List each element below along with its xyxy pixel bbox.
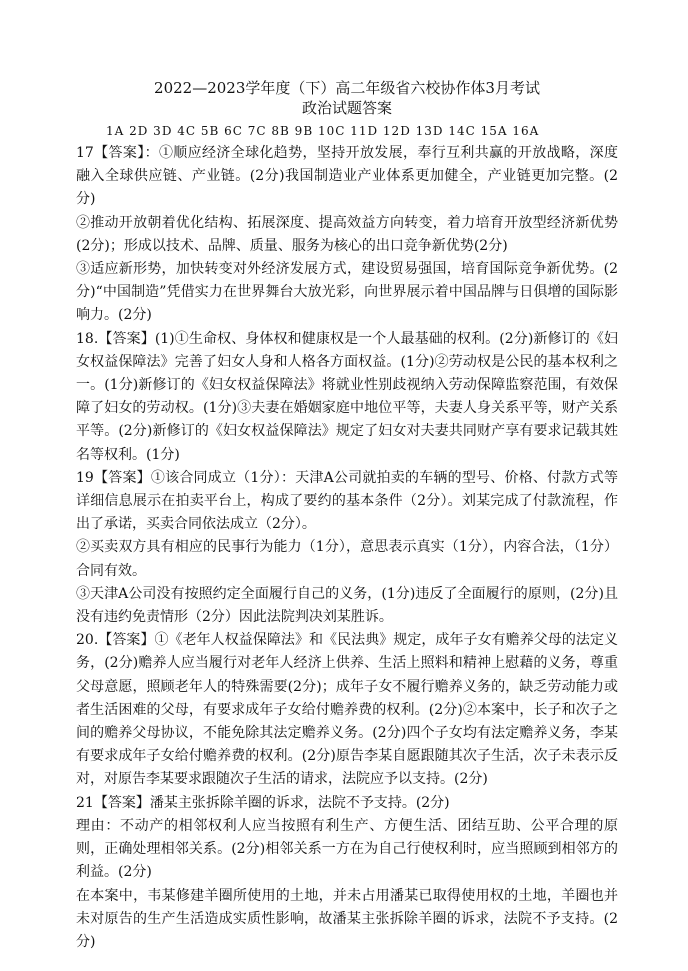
answer-19-part-2: ②买卖双方具有相应的民事行为能力（1分），意思表示真实（1分），内容合法，（1分）合同有效。 [76,539,618,579]
multiple-choice-answers: 1A 2D 3D 4C 5B 6C 7C 8B 9B 10C 11D 12D 13D 14C 15A 16A [106,124,540,138]
answer-21-reason: 理由：不动产的相邻权利人应当按照有利生产、方便生活、团结互助、公平合理的原则，正确处理相邻关系。(2分)相邻关系一方在为自己行使权利时，应当照顾到相邻方的利益。(2分) [76,817,618,881]
answer-20: 20.【答案】①《老年人权益保障法》和《民法典》规定，成年子女有赡养父母的法定义务，(2分)赡养人应当履行对老年人经济上供养、生活上照料和精神上慰藉的义务，尊重父母意愿，照顾老年人的特殊需要(2分)；成年子女不履行赡养义务的，缺乏劳动能力或者生活困难的父母，有要求成年子女给付赡养费的权利。(2分)②本案中，长子和次子之间的赡养父母协议，不能免除其法定赡养义务。(2分)四个子女均有法定赡养义务，李某有要求成年子女给付赡养费的权利。(2分)原告李某自愿跟随其次子生活，次子未表示反对，对原告李某要求跟随次子生活的请求，法院应予以支持。(2分) [76,632,618,788]
answer-19-part-3: ③天津A公司没有按照约定全面履行自己的义务，(1分)违反了全面履行的原则，(2分)且没有违约免责情形（2分）因此法院判决刘某胜诉。 [76,585,618,626]
document-subtitle: 政治试题答案 [301,99,392,117]
answer-17-part-3: ③适应新形势，加快转变对外经济发展方式，建设贸易强国，培育国际竞争新优势。(2分)“中国制造”凭借实力在世界舞台大放光彩，向世界展示着中国品牌与日俱增的国际影响力。(2分) [76,261,618,324]
answer-17-part-1: 17【答案】：①顺应经济全球化趋势，坚持开放发展，奉行互利共赢的开放战略，深度融入全球供应链、产业链。(2分)我国制造业产业体系更加健全，产业链更加完整。(2分) [76,145,618,208]
document-title: 2022—2023学年度（下）高二年级省六校协作体3月考试 [154,79,540,97]
answer-21-case-analysis: 在本案中，韦某修建羊圈所使用的土地，并未占用潘某已取得使用权的土地，羊圈也并未对原告的生产生活造成实质性影响，故潘某主张拆除羊圈的诉求，法院不予支持。(2分) [76,887,618,950]
answer-21-conclusion: 21【答案】潘某主张拆除羊圈的诉求，法院不予支持。(2分) [76,794,450,811]
answer-18: 18.【答案】(1)①生命权、身体权和健康权是一个人最基础的权利。(2分)新修订的《妇女权益保障法》完善了妇女人身和人格各方面权益。(1分)②劳动权是公民的基本权利之一。(1分)新修订的《妇女权益保障法》将就业性别歧视纳入劳动保障监察范围，有效保障了妇女的劳动权。(1分)③夫妻在婚姻家庭中地位平等，夫妻人身关系平等，财产关系平等。(2分)新修订的《妇女权益保障法》规定了妇女对夫妻共同财产享有要求记载其姓名等权利。(1分) [76,330,618,463]
answer-19-part-1: 19【答案】①该合同成立（1分）：天津A公司就拍卖的车辆的型号、价格、付款方式等详细信息展示在拍卖平台上，构成了要约的基本条件（2分）。刘某完成了付款流程，作出了承诺，买卖合同依法成立（2分）。 [76,469,618,533]
answer-17-part-2: ②推动开放朝着优化结构、拓展深度、提高效益方向转变，着力培育开放型经济新优势(2分)；形成以技术、品牌、质量、服务为核心的出口竞争新优势(2分) [76,214,618,254]
